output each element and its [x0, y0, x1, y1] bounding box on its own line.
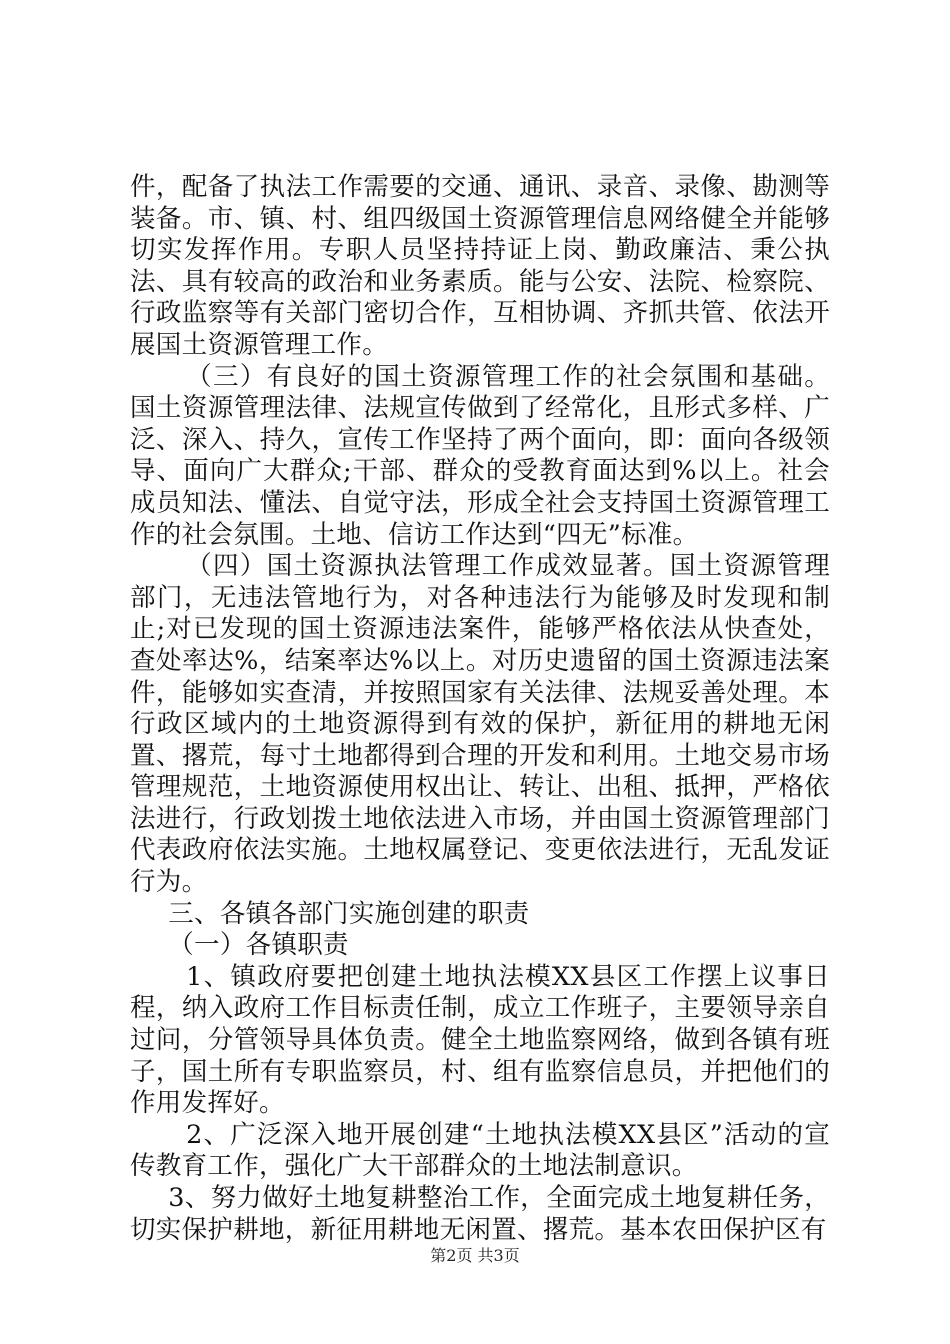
heading-responsibilities: 三、各镇各部门实施创建的职责 — [168, 898, 530, 929]
paragraph-item-2: 2、广泛深入地开展创建“土地执法模XX县区”活动的宣传教育工作，强化广大干部群众的土地法制意识。 — [130, 1119, 830, 1182]
page-footer: 第2页 共3页 — [430, 1246, 520, 1265]
paragraph-section-4: （四）国土资源执法管理工作成效显著。国土资源管理部门，无违法管地行为，对各种违法行为能够及时发现和制止;对已发现的国土资源违法案件，能够严格依法从快查处，查处率达%，结案率达%以上。对历史遗留的国土资源违法案件，能够如实查清，并按照国家有关法律、法规妥善处理。本行政区域内的土地资源得到有效的保护，新征用的耕地无闲置、撂荒，每寸土地都得到合理的开发和利用。土地交易市场管理规范，土地资源使用权出让、转让、出租、抵押，严格依法进行，行政划拨土地依法进入市场，并由国土资源管理部门代表政府依法实施。土地权属登记、变更依法进行，无乱发证行为。 — [130, 551, 830, 898]
paragraph-item-1: 1、镇政府要把创建土地执法模XX县区工作摆上议事日程，纳入政府工作目标责任制，成立工作班子，主要领导亲自过问，分管领导具体负责。健全土地监察网络，做到各镇有班子，国土所有专职监察员，村、组有监察信息员，并把他们的作用发挥好。 — [130, 961, 830, 1119]
paragraph-item-3: 3、努力做好土地复耕整治工作，全面完成土地复耕任务，切实保护耕地，新征用耕地无闲置、撂荒。基本农田保护区有 — [130, 1183, 830, 1245]
document-body — [130, 172, 830, 1246]
paragraph-continuation: 件，配备了执法工作需要的交通、通讯、录音、录像、勘测等装备。市、镇、村、组四级国土资源管理信息网络健全并能够切实发挥作用。专职人员坚持持证上岗、勤政廉洁、秉公执法、具有较高的政治和业务素质。能与公安、法院、检察院、行政监察等有关部门密切合作，互相协调、齐抓共管、依法开展国土资源管理工作。 — [130, 172, 830, 360]
subheading-town-responsibilities: （一）各镇职责 — [168, 930, 349, 961]
paragraph-section-3: （三）有良好的国土资源管理工作的社会氛围和基础。国土资源管理法律、法规宣传做到了经常化，且形式多样、广泛、深入、持久，宣传工作坚持了两个面向，即：面向各级领导、面向广大群众;干部、群众的受教育面达到%以上。社会成员知法、懂法、自觉守法，形成全社会支持国土资源管理工作的社会氛围。土地、信访工作达到“四无”标准。 — [130, 361, 830, 550]
